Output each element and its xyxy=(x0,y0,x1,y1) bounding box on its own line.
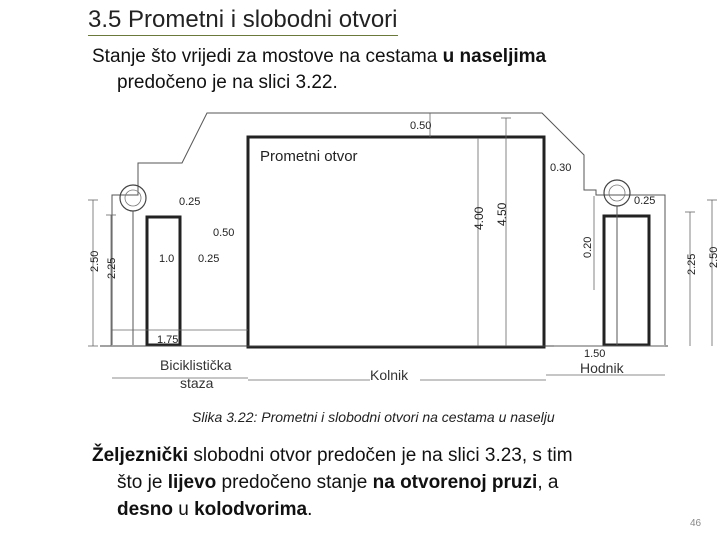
closing-text-1: slobodni otvor predočen je na slici 3.23, s tim xyxy=(188,445,573,466)
dim-height-inner: 4.00 xyxy=(472,206,486,230)
dim-sidewalk-width: 1.50 xyxy=(584,348,606,360)
closing-text-3: predočeno stanje xyxy=(216,472,373,493)
dim-right-height-inner: 2.25 xyxy=(686,253,698,275)
dim-top-clearance: 0.50 xyxy=(410,120,432,132)
slide-title: 3.5 Prometni i slobodni otvori xyxy=(88,6,398,36)
closing-bold-2: lijevo xyxy=(167,472,217,493)
dim-right-offset: 0.30 xyxy=(550,162,572,174)
intro-bold: u naseljima xyxy=(442,46,547,67)
closing-bold-5: kolodvorima xyxy=(194,499,308,520)
label-sidewalk: Hodnik xyxy=(580,360,624,376)
dim-cycle-width: 1.75 xyxy=(157,334,179,346)
opening-label: Prometni otvor xyxy=(260,148,358,165)
figure-caption: Slika 3.22: Prometni i slobodni otvori na cestama u naselju xyxy=(192,409,555,425)
closing-line-3 xyxy=(92,496,712,523)
dim-left-height-inner: 2.25 xyxy=(106,257,118,279)
dim-left-height-outer: 2.50 xyxy=(89,250,101,272)
left-cycle-rect xyxy=(147,217,180,345)
traffic-opening-rect xyxy=(248,137,544,347)
dim-right-clear-top: 0.25 xyxy=(634,195,656,207)
closing-bold-1: Željeznički xyxy=(92,445,189,466)
closing-text-6: . xyxy=(307,499,313,520)
closing-text-4: , a xyxy=(537,472,559,493)
intro-part1: Stanje što vrijedi za mostove na cestama xyxy=(92,46,443,67)
dim-left-clear-top: 0.25 xyxy=(179,196,201,208)
dim-left-gap: 0.50 xyxy=(213,227,235,239)
intro-line2: predočeno je na slici 3.22. xyxy=(117,72,338,93)
closing-bold-4: desno xyxy=(117,499,173,520)
dimension-lines xyxy=(88,113,717,380)
dim-right-small: 0.20 xyxy=(582,236,594,258)
dim-right-height-outer: 2.50 xyxy=(708,246,720,268)
clearance-envelope xyxy=(112,113,665,345)
page-number: 46 xyxy=(690,518,702,529)
dim-left-width: 1.0 xyxy=(159,253,175,265)
pedestrian-icon xyxy=(604,180,630,345)
dim-left-gap-small: 0.25 xyxy=(198,253,220,265)
closing-text-2: što je xyxy=(117,472,168,493)
cyclist-icon xyxy=(120,185,146,345)
closing-text xyxy=(92,442,712,523)
closing-text-5: u xyxy=(172,499,195,520)
right-sidewalk-rect xyxy=(604,216,649,345)
dim-height-outer: 4.50 xyxy=(495,202,509,226)
label-roadway: Kolnik xyxy=(370,367,409,383)
closing-line-2 xyxy=(92,469,712,496)
label-cycle-path: Biciklistička staza xyxy=(160,357,232,391)
closing-bold-3: na otvorenoj pruzi xyxy=(372,472,538,493)
